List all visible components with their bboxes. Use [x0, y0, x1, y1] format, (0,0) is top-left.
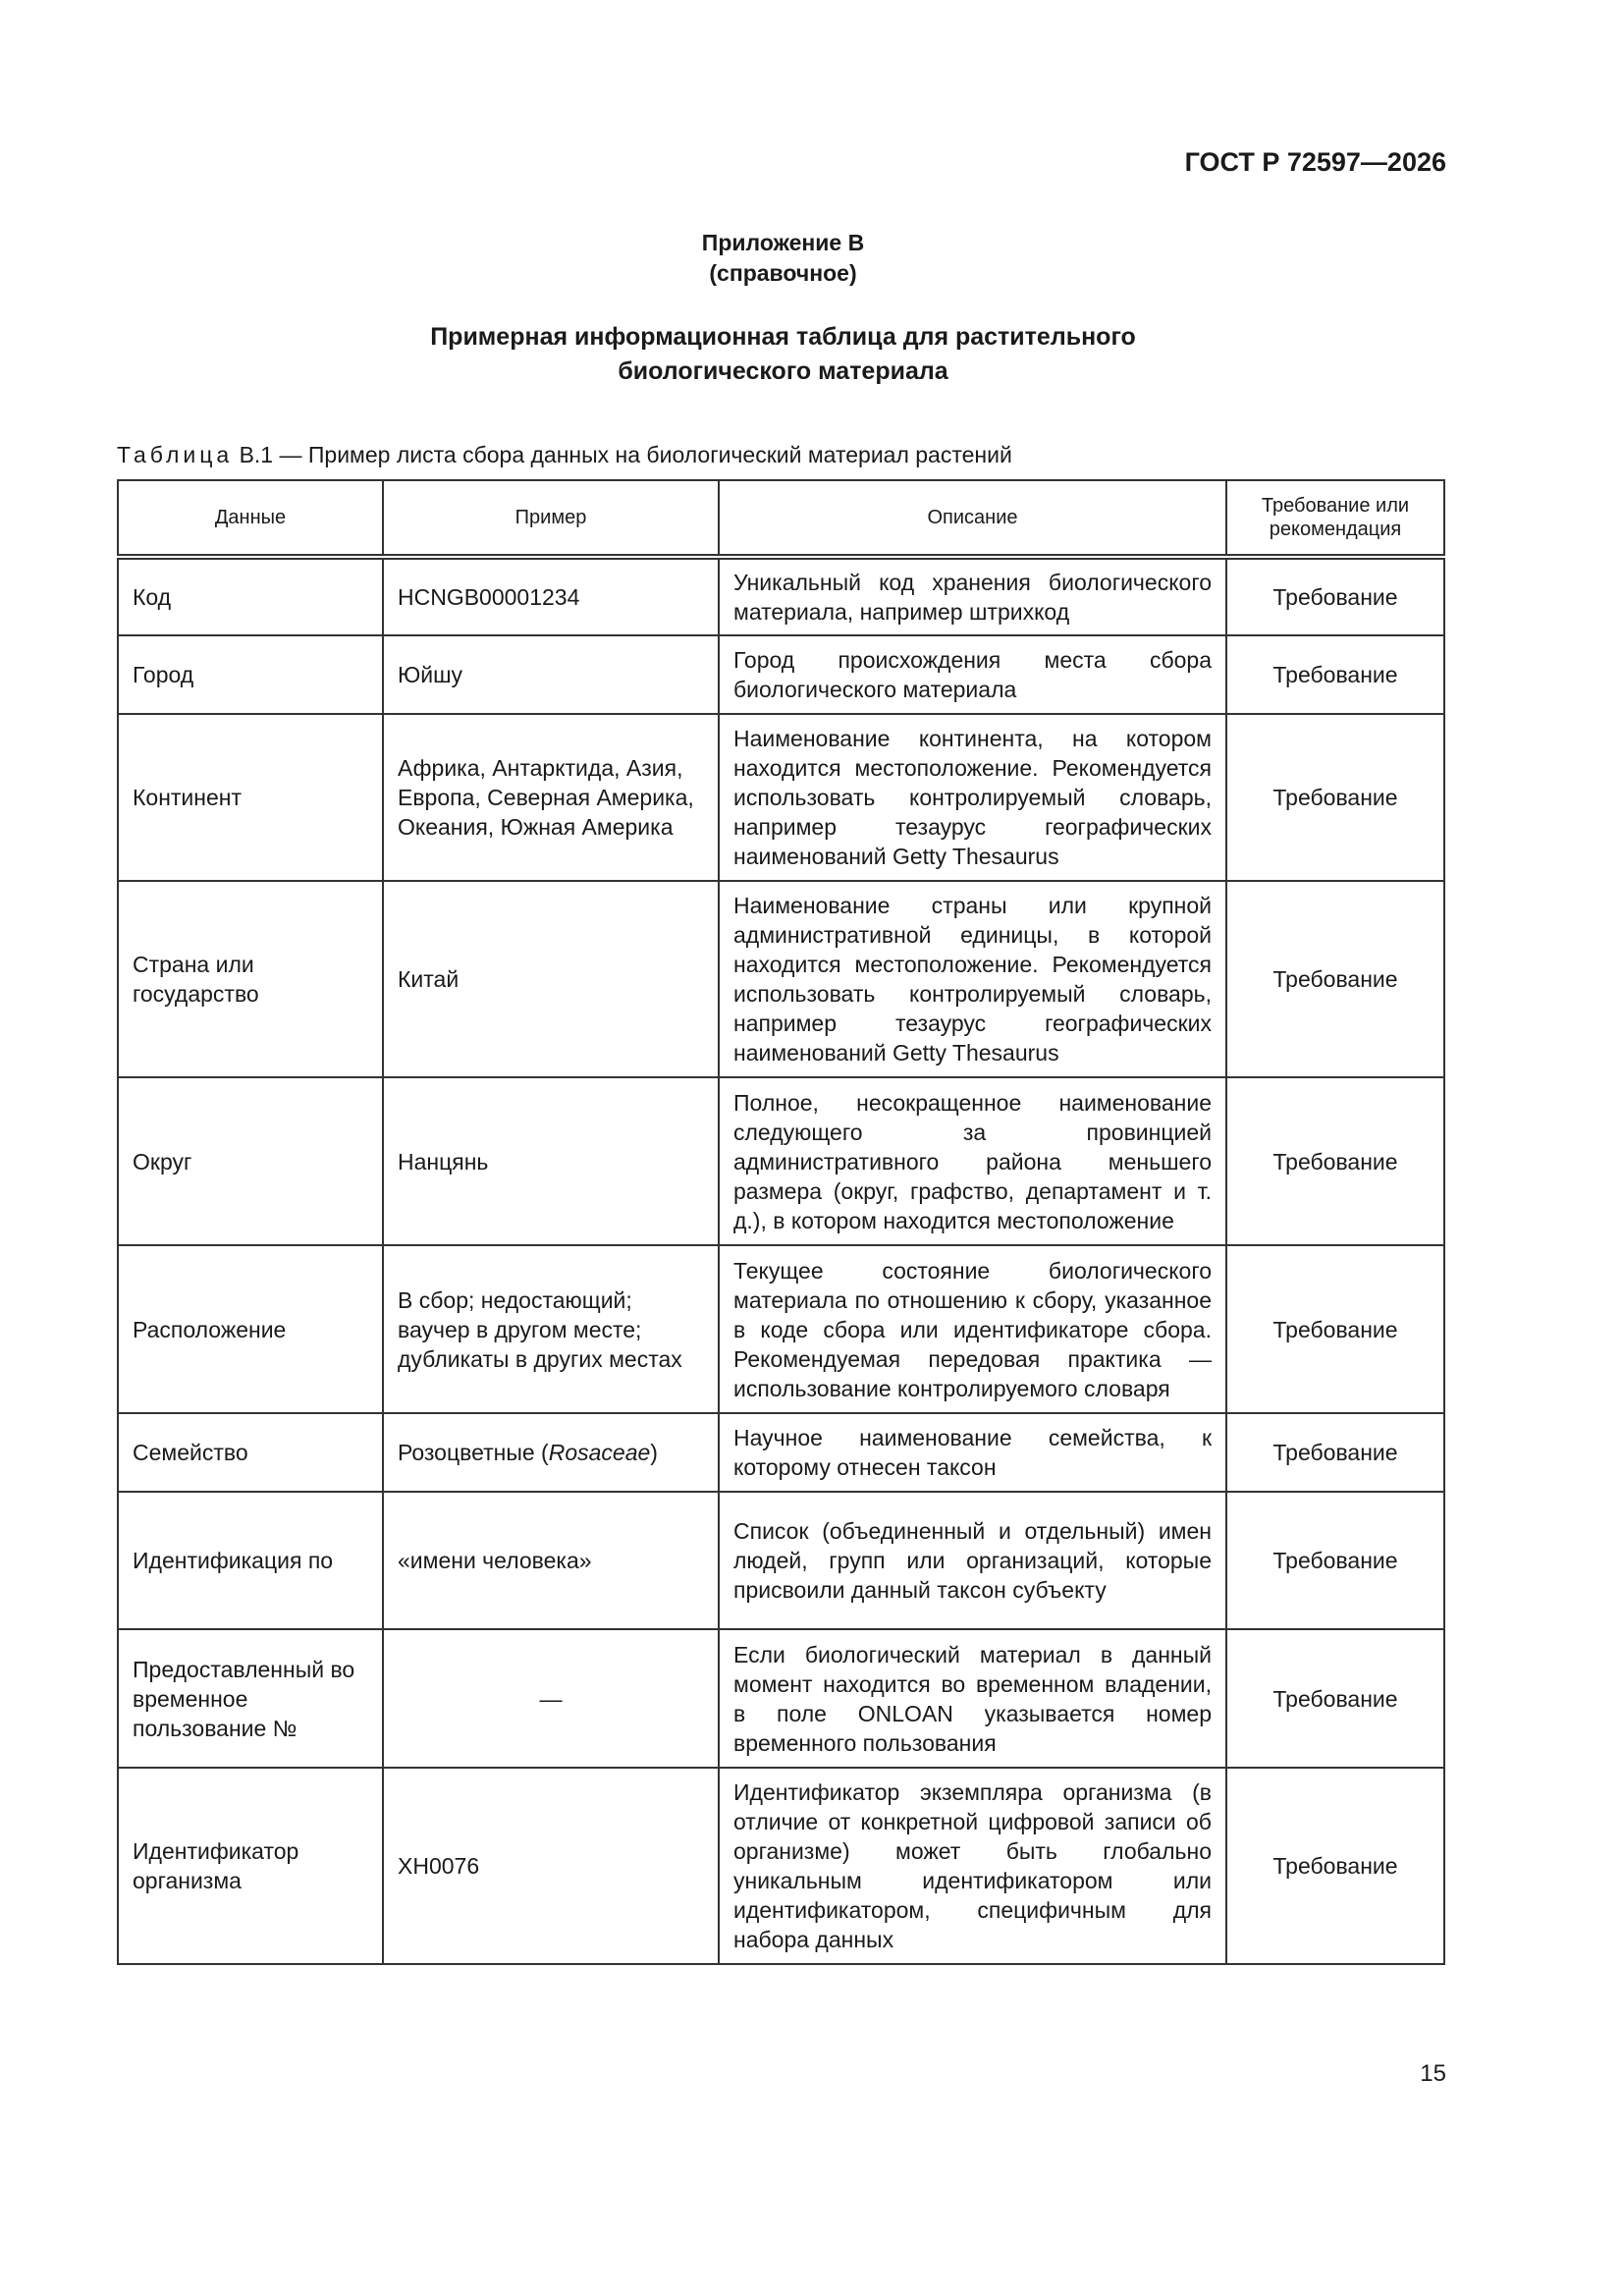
cell-example: В сбор; недостающий; ваучер в другом месте; дубликаты в других местах	[383, 1245, 719, 1413]
cell-example: XH0076	[383, 1768, 719, 1964]
annex-heading	[0, 228, 1566, 289]
header-description: Описание	[719, 480, 1226, 557]
cell-description: Наименование страны или крупной административной единицы, в которой находится местоположение. Рекомендуется использовать контролируемый словарь, например тезаурус географических наименований Getty Thesaurus	[719, 881, 1226, 1077]
cell-requirement: Требование	[1226, 881, 1444, 1077]
caption-prefix: Таблица	[117, 442, 234, 467]
table-row	[118, 557, 1444, 635]
table-row	[118, 1629, 1444, 1768]
cell-data: Континент	[118, 714, 383, 881]
cell-description: Наименование континента, на котором находится местоположение. Рекомендуется использовать контролируемый словарь, например тезаурус географических наименований Getty Thesaurus	[719, 714, 1226, 881]
cell-data: Идентификатор организма	[118, 1768, 383, 1964]
standard-number: ГОСТ Р 72597—2026	[1184, 147, 1446, 177]
cell-requirement: Требование	[1226, 1245, 1444, 1413]
cell-data: Семейство	[118, 1413, 383, 1492]
header-data: Данные	[118, 480, 383, 557]
cell-description: Полное, несокращенное наименование следующего за провинцией административного района меньшего размера (округ, графство, департамент и т. д.), в котором находится местоположение	[719, 1077, 1226, 1245]
cell-example: Африка, Антарктида, Азия, Европа, Северная Америка, Океания, Южная Америка	[383, 714, 719, 881]
cell-example: HCNGB00001234	[383, 557, 719, 635]
cell-example: Юйшу	[383, 635, 719, 714]
annex-name: Приложение В	[701, 230, 865, 255]
table-row	[118, 881, 1444, 1077]
cell-requirement: Требование	[1226, 1413, 1444, 1492]
cell-example: —	[383, 1629, 719, 1768]
header-example: Пример	[383, 480, 719, 557]
cell-requirement: Требование	[1226, 557, 1444, 635]
cell-description: Если биологический материал в данный момент находится во временном владении, в поле ONLOAN указывается номер временного пользования	[719, 1629, 1226, 1768]
cell-example: «имени человека»	[383, 1492, 719, 1629]
table-row	[118, 714, 1444, 881]
caption-text: В.1 — Пример листа сбора данных на биологический материал растений	[239, 442, 1012, 467]
title-line-2: биологического материала	[618, 357, 948, 385]
cell-data: Город	[118, 635, 383, 714]
cell-data: Страна или государство	[118, 881, 383, 1077]
example-text-end: )	[650, 1440, 658, 1465]
cell-example: Нанцянь	[383, 1077, 719, 1245]
cell-description: Список (объединенный и отдельный) имен людей, групп или организаций, которые присвоили данный таксон субъекту	[719, 1492, 1226, 1629]
header-requirement: Требование или рекомендация	[1226, 480, 1444, 557]
table-header-row	[118, 480, 1444, 557]
data-table	[117, 479, 1445, 1965]
cell-requirement: Требование	[1226, 1629, 1444, 1768]
cell-requirement: Требование	[1226, 714, 1444, 881]
table-row	[118, 635, 1444, 714]
table-caption	[117, 442, 1012, 468]
example-text: Розоцветные (	[398, 1440, 549, 1465]
page-number: 15	[1420, 2060, 1446, 2087]
table-row	[118, 1245, 1444, 1413]
title-line-1: Примерная информационная таблица для растительного	[430, 323, 1136, 351]
document-title	[0, 320, 1566, 389]
cell-description: Уникальный код хранения биологического материала, например штрихкод	[719, 557, 1226, 635]
cell-requirement: Требование	[1226, 1077, 1444, 1245]
cell-requirement: Требование	[1226, 1492, 1444, 1629]
cell-description: Научное наименование семейства, к которому отнесен таксон	[719, 1413, 1226, 1492]
cell-data: Код	[118, 557, 383, 635]
cell-data: Расположение	[118, 1245, 383, 1413]
cell-example: Китай	[383, 881, 719, 1077]
cell-description: Город происхождения места сбора биологического материала	[719, 635, 1226, 714]
table-row	[118, 1768, 1444, 1964]
table-row	[118, 1492, 1444, 1629]
cell-data: Предоставленный во временное пользование №	[118, 1629, 383, 1768]
cell-example	[383, 1413, 719, 1492]
cell-description: Текущее состояние биологического материала по отношению к сбору, указанное в коде сбора или идентификаторе сбора. Рекомендуемая передовая практика — использование контролируемого словаря	[719, 1245, 1226, 1413]
cell-requirement: Требование	[1226, 635, 1444, 714]
table-row	[118, 1077, 1444, 1245]
cell-data: Идентификация по	[118, 1492, 383, 1629]
example-latin-name: Rosaceae	[548, 1440, 651, 1465]
cell-requirement: Требование	[1226, 1768, 1444, 1964]
table-row	[118, 1413, 1444, 1492]
annex-type: (справочное)	[709, 260, 857, 286]
cell-data: Округ	[118, 1077, 383, 1245]
cell-description: Идентификатор экземпляра организма (в отличие от конкретной цифровой записи об организме) может быть глобально уникальным идентификатором или идентификатором, специфичным для набора данных	[719, 1768, 1226, 1964]
